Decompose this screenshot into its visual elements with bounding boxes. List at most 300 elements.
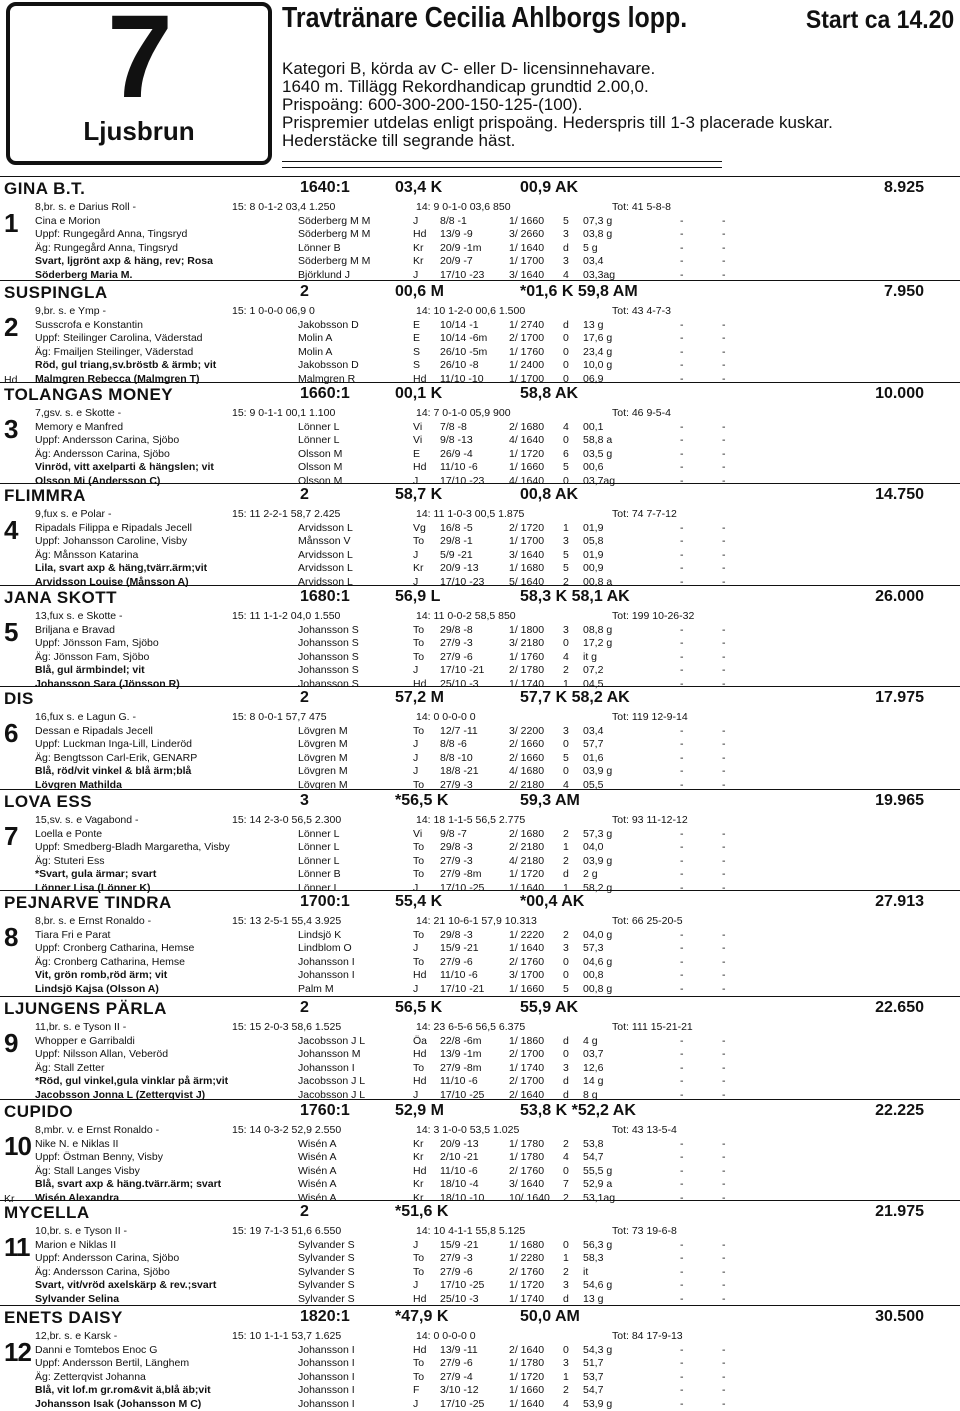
race-line-cell: - (680, 623, 684, 636)
race-line-cell: Lönner B (298, 241, 341, 254)
race-line-cell: 56,3 g (583, 1238, 613, 1251)
race-line-cell: 27/9 -8m (440, 868, 482, 880)
race-line-cell: - (722, 1061, 726, 1074)
race-line-cell: 2/ 1700 (509, 332, 545, 344)
race-line-cell: Wisén A (298, 1151, 337, 1163)
race-line-cell: 2/10 -21 (440, 1151, 479, 1163)
race-line-cell: Lindblom O (298, 942, 352, 954)
horse-header (0, 585, 960, 610)
race-line-cell: 0 (563, 1343, 569, 1356)
race-line-cell: 04,5 (583, 677, 604, 690)
race-line-cell: 55,5 g (583, 1164, 613, 1177)
race-line (0, 1371, 960, 1385)
race-line-cell: 2 (563, 827, 569, 840)
race-line-cell: - (680, 664, 684, 676)
record-distance: 1700:1 (300, 893, 350, 910)
race-line-cell: 1/ 1740 (509, 1061, 545, 1074)
race-line-cell: Uppf: Östman Benny, Visby (35, 1151, 164, 1163)
race-line-cell: 51,7 (583, 1357, 604, 1369)
stats-2014: 14: 3 1-0-0 53,5 1.025 (416, 1124, 520, 1136)
race-line-cell: Johansson I (298, 1397, 355, 1410)
race-line (0, 637, 960, 651)
race-line-cell: 8/8 -6 (440, 738, 467, 750)
race-line (0, 1357, 960, 1371)
race-line-cell: 2/ 1680 (509, 827, 545, 840)
race-line-cell: *Röd, gul vinkel,gula vinklar på ärm;vit (35, 1075, 229, 1087)
race-line-cell: - (680, 1088, 684, 1101)
race-line-cell: Arvidsson L (298, 575, 353, 588)
race-line (0, 1062, 960, 1076)
equipment-note: Hd (4, 374, 18, 386)
race-line-cell: 11/10 -6 (440, 1075, 478, 1087)
race-line-cell: 8/8 -1 (440, 214, 467, 227)
race-line-cell: Lila, svart axp & häng,tvärr.ärm;vit (35, 562, 208, 574)
race-line-cell: Blå, svart axp & häng.tvärr.ärm; svart (35, 1178, 222, 1190)
race-line-cell: - (722, 575, 726, 588)
stats-row (0, 1124, 960, 1138)
race-line-cell: 14 g (583, 1075, 604, 1087)
race-line-cell: 27/9 -8m (440, 1061, 482, 1074)
stats-total: Tot: 84 17-9-13 (612, 1330, 683, 1342)
race-line (0, 1293, 960, 1307)
race-line-cell: Johansson Isak (Johansson M C) (35, 1397, 202, 1410)
race-line-cell: 1 (563, 1370, 569, 1383)
race-line-cell: Kr (413, 1178, 424, 1190)
race-line-cell: - (680, 1252, 684, 1264)
race-line-cell: 1/ 1640 (509, 881, 545, 894)
race-line-cell: Jacobsson J L (298, 1034, 366, 1047)
race-line-cell: - (722, 1088, 726, 1101)
race-line-cell: 0 (563, 1238, 569, 1251)
race-line-cell: 5/9 -21 (440, 548, 473, 561)
race-line-cell: J (413, 268, 419, 281)
race-line-cell: - (680, 724, 684, 737)
race-line-cell: - (722, 318, 726, 331)
stats-2014: 14: 0 0-0-0 0 (416, 711, 476, 723)
race-line-cell: 0 (563, 1164, 569, 1177)
race-line (0, 319, 960, 333)
race-line-cell: Äg: Stall Langes Visby (35, 1164, 140, 1177)
race-line-cell: Olsson Mi (Andersson C) (35, 474, 161, 487)
race-line-cell: - (680, 372, 684, 385)
race-line-cell: 6 (563, 447, 569, 460)
race-line-cell: Molin A (298, 332, 333, 344)
race-line-cell: To (413, 854, 425, 867)
race-line-cell: To (413, 637, 425, 649)
stats-row (0, 508, 960, 522)
race-line-cell: - (680, 1357, 684, 1369)
race-line-cell: 1/ 1780 (509, 1357, 545, 1369)
race-line-cell: J (413, 1238, 419, 1251)
stats-2015: 15: 8 0-1-2 03,4 1.250 (232, 201, 336, 213)
race-line-cell: - (722, 1137, 726, 1150)
stats-2015: 15: 11 2-2-1 58,7 2.425 (232, 508, 341, 520)
race-line-cell: - (722, 1164, 726, 1177)
record-auto: 00,9 AK (520, 179, 579, 196)
race-line-cell: - (680, 268, 684, 281)
horse-name: TOLANGAS MONEY (4, 385, 174, 404)
race-line-cell: 1/ 1640 (509, 241, 545, 254)
race-line-cell: 5 (563, 562, 569, 574)
race-line (0, 983, 960, 997)
race-conditions (282, 60, 833, 150)
race-line-cell: 13/9 -1m (440, 1048, 482, 1060)
race-line-cell: 7 (563, 1178, 569, 1190)
stats-2015: 15: 1 0-0-0 06,9 0 (232, 305, 315, 317)
horse-header (0, 1099, 960, 1124)
race-line-cell: Jakobsson D (298, 318, 359, 331)
race-line-cell: 2 (563, 1265, 569, 1278)
race-line-cell: Äg: Stall Zetter (35, 1061, 105, 1074)
race-line-cell: Svart, vit/vröd axelskärp & rev.;svart (35, 1279, 217, 1291)
race-line-cell: - (680, 765, 684, 777)
race-line-cell: Memory e Manfred (35, 420, 124, 433)
race-line-cell: Sylvander S (298, 1238, 355, 1251)
race-line-cell: - (680, 345, 684, 358)
stats-row (0, 1021, 960, 1035)
record-auto: 57,7 K 58,2 AK (520, 689, 630, 706)
horse-name: GINA B.T. (4, 179, 86, 198)
race-line-cell: - (722, 1151, 726, 1163)
race-line-cell: 54,3 g (583, 1343, 613, 1356)
race-line-cell: 03,4 (583, 724, 604, 737)
race-line-cell: 03,7 (583, 1048, 604, 1060)
race-line-cell: 15/9 -21 (440, 942, 479, 954)
race-line-cell: 11/10 -10 (440, 372, 484, 385)
race-line (0, 624, 960, 638)
race-line-cell: - (722, 255, 726, 267)
race-line-cell: Kr (413, 241, 424, 254)
race-line-cell: 12/7 -11 (440, 724, 478, 737)
race-line-cell: 0 (563, 474, 569, 487)
record-distance: 3 (300, 792, 309, 809)
race-line-cell: 3/ 1640 (509, 548, 545, 561)
race-line-cell: Vit, grön romb,röd ärm; vit (35, 969, 168, 981)
race-line-cell: Sylvander S (298, 1279, 355, 1291)
race-line-cell: 17/10 -23 (440, 474, 485, 487)
race-line-cell: 10/14 -6m (440, 332, 488, 344)
race-line-cell: 03,9 g (583, 854, 613, 867)
race-line-cell: 1/ 1720 (509, 447, 545, 460)
race-line-cell: 03,8 g (583, 228, 613, 240)
horse-name: PEJNARVE TINDRA (4, 893, 172, 912)
race-line-cell: 4 (563, 268, 569, 281)
race-line (0, 1035, 960, 1049)
race-line-cell: Molin A (298, 345, 333, 358)
race-line-cell: 3 (563, 1279, 569, 1291)
stats-total: Tot: 43 13-5-4 (612, 1124, 677, 1136)
post-number: 4 (4, 515, 19, 545)
horse-earnings: 10.000 (875, 385, 924, 402)
race-line-cell: 0 (563, 332, 569, 344)
race-line-cell: Johansson I (298, 955, 355, 968)
stats-2015: 15: 14 2-3-0 56,5 2.300 (232, 814, 342, 826)
horse-entry (0, 1099, 960, 1205)
race-line-cell: Äg: Andersson Carina, Sjöbo (35, 1265, 170, 1278)
race-line-cell: 2/ 1640 (509, 1088, 545, 1101)
race-line-cell: - (722, 1370, 726, 1383)
start-time: Start ca 14.20 (805, 6, 954, 34)
horse-name: JANA SKOTT (4, 588, 117, 607)
stats-2015: 15: 9 0-1-1 00,1 1.100 (232, 407, 336, 419)
race-line-cell: - (722, 562, 726, 574)
pedigree: 8,mbr. v. e Ernst Ronaldo - (35, 1124, 160, 1136)
race-line-cell: 1/ 1760 (509, 345, 545, 358)
race-line-cell: 2/ 2180 (509, 841, 545, 853)
race-line-cell: - (722, 1191, 726, 1204)
horse-entry (0, 1200, 960, 1306)
record-time: 55,4 K (395, 893, 443, 910)
record-time: 56,5 K (395, 999, 443, 1016)
race-line-cell: d (563, 1292, 569, 1305)
record-time: *47,9 K (395, 1308, 449, 1325)
race-line-cell: Äg: Fmailjen Steilinger, Väderstad (35, 345, 194, 358)
race-line-cell: 10,0 g (583, 359, 613, 371)
race-line-cell: 11/10 -6 (440, 969, 478, 981)
race-line-cell: - (680, 228, 684, 240)
race-line-cell: 17/10 -23 (440, 268, 485, 281)
record-distance: 1680:1 (300, 588, 350, 605)
horse-header (0, 890, 960, 915)
race-line-cell: 0 (563, 1048, 569, 1060)
race-line-cell: Kr (413, 255, 424, 267)
race-line-cell: 20/9 -13 (440, 562, 479, 574)
race-line-cell: 2 (563, 575, 569, 588)
race-line-cell: Äg: Cronberg Catharina, Hemse (35, 955, 185, 968)
race-line-cell: Hd (413, 1164, 427, 1177)
race-line-cell: 57,3 g (583, 827, 613, 840)
race-line-cell: 01,9 (583, 521, 604, 534)
race-line-cell: - (722, 1075, 726, 1087)
race-line-cell: Söderberg M M (298, 228, 371, 240)
race-line-cell: Arvidsson L (298, 562, 353, 574)
race-line-cell: 5 g (583, 241, 598, 254)
stats-2015: 15: 10 1-1-1 53,7 1.625 (232, 1330, 342, 1342)
horse-header (0, 280, 960, 305)
race-line-cell: 17,6 g (583, 332, 613, 344)
race-line (0, 969, 960, 983)
race-line-cell: 17/10 -25 (440, 1279, 485, 1291)
race-line-cell: - (722, 650, 726, 663)
race-line-cell: - (680, 1279, 684, 1291)
race-line-cell: 2/ 1700 (509, 1075, 545, 1087)
race-line-cell: 5 (563, 214, 569, 227)
race-number: 7 (107, 0, 171, 123)
race-line-cell: - (680, 1034, 684, 1047)
race-line-cell: - (722, 535, 726, 547)
horse-earnings: 27.913 (875, 893, 924, 910)
race-line-cell: Sylvander S (298, 1292, 355, 1305)
race-line-cell: - (722, 1397, 726, 1410)
race-line-cell: 27/9 -3 (440, 778, 473, 791)
race-line-cell: Vg (413, 521, 426, 534)
race-line-cell: 01,9 (583, 548, 604, 561)
race-line-cell: 2/ 1720 (509, 521, 545, 534)
race-line-cell: 25/10 -3 (440, 1292, 479, 1305)
race-line-cell: 1/ 1740 (509, 1292, 545, 1305)
race-line-cell: Johansson I (298, 1357, 355, 1369)
race-line-cell: Uppf: Andersson Bertil, Länghem (35, 1357, 190, 1369)
race-line-cell: Blå, vit lof.m gr.rom&vit ä,blå äb;vit (35, 1384, 211, 1396)
race-line-cell: 26/9 -4 (440, 447, 473, 460)
race-line-cell: 1/ 1780 (509, 1151, 545, 1163)
race-line-cell: 10/14 -1 (440, 318, 479, 331)
horse-name: LJUNGENS PÄRLA (4, 999, 167, 1018)
race-line-cell: 03,9 g (583, 765, 613, 777)
race-line-cell: Äg: Jönsson Fam, Sjöbo (35, 650, 150, 663)
race-line-cell: 1/ 1740 (509, 677, 545, 690)
race-line-cell: - (722, 1279, 726, 1291)
race-line-cell: To (413, 868, 425, 880)
race-line-cell: 0 (563, 765, 569, 777)
pedigree: 16,fux s. e Lagun G. - (35, 711, 136, 723)
record-time: 58,7 K (395, 486, 443, 503)
race-line-cell: Jacobsson J L (298, 1088, 366, 1101)
post-number: 9 (4, 1028, 19, 1058)
race-line-cell: - (680, 868, 684, 880)
record-auto: *00,4 AK (520, 893, 585, 910)
race-line-cell: 17/10 -23 (440, 575, 485, 588)
race-line-cell: 20/9 -1m (440, 241, 482, 254)
race-line-cell: 4/ 1640 (509, 474, 545, 487)
race-line-cell: Hd (413, 1343, 427, 1356)
race-line-cell: - (722, 765, 726, 777)
race-line-cell: - (680, 738, 684, 750)
race-line-cell: 58,3 (583, 1252, 604, 1264)
race-line-cell: - (680, 1048, 684, 1060)
race-line-cell: - (722, 881, 726, 894)
race-line-cell: Äg: Månsson Katarina (35, 548, 139, 561)
race-line-cell: 2/ 1640 (509, 1343, 545, 1356)
race-line-cell: 1/ 1720 (509, 1279, 545, 1291)
race-line-cell: Jacobsson J L (298, 1075, 366, 1087)
race-line-cell: d (563, 868, 569, 880)
race-line-cell: To (413, 955, 425, 968)
race-line-cell: 1 (563, 881, 569, 894)
race-line (0, 942, 960, 956)
stats-total: Tot: 66 25-20-5 (612, 915, 683, 927)
race-line-cell: - (680, 841, 684, 853)
race-line-cell: 03,3ag (583, 268, 616, 281)
race-line-cell: Vi (413, 420, 423, 433)
race-line-cell: 2/ 1760 (509, 955, 545, 968)
race-line-cell: 58,2 g (583, 881, 613, 894)
race-line-cell: Palm M (298, 982, 334, 995)
race-line-cell: Uppf: Luckman Inga-Lill, Linderöd (35, 738, 193, 750)
race-line-cell: To (413, 1265, 425, 1278)
race-line-cell: 5 (563, 548, 569, 561)
race-line-cell: Marion e Niklas II (35, 1238, 117, 1251)
pedigree: 8,br. s. e Ernst Ronaldo - (35, 915, 152, 927)
stats-2014: 14: 10 4-1-1 55,8 5.125 (416, 1225, 526, 1237)
race-line-cell: 5 (563, 461, 569, 473)
race-line-cell: Dessan e Ripadals Jecell (35, 724, 153, 737)
race-line-cell: 53,7 (583, 1370, 604, 1383)
race-line-cell: Jakobsson D (298, 359, 359, 371)
race-line (0, 228, 960, 242)
race-line-cell: 3/ 1640 (509, 1178, 545, 1190)
race-line-cell: 8/8 -10 (440, 751, 473, 764)
race-line-cell: - (722, 677, 726, 690)
stats-row (0, 407, 960, 421)
race-line-cell: 2/ 2180 (509, 778, 545, 791)
race-line-cell: Lövgren M (298, 751, 348, 764)
race-line-cell: d (563, 318, 569, 331)
horse-name: SUSPINGLA (4, 283, 108, 302)
race-line-cell: 1 (563, 521, 569, 534)
race-line-cell: Kr (413, 1151, 424, 1163)
stats-row (0, 915, 960, 929)
race-line-cell: To (413, 1370, 425, 1383)
race-line-cell: Lövgren M (298, 738, 348, 750)
race-line-cell: - (680, 1151, 684, 1163)
race-line-cell: Johansson I (298, 1343, 355, 1356)
race-line-cell: Lövgren M (298, 765, 348, 777)
race-line-cell: Hd (413, 1292, 427, 1305)
race-line-cell: Lönner L (298, 841, 340, 853)
horse-entry (0, 483, 960, 589)
race-line-cell: - (680, 562, 684, 574)
race-line-cell: 2/ 1660 (509, 738, 545, 750)
race-line-cell: 1/ 1700 (509, 372, 545, 385)
race-line-cell: d (563, 1034, 569, 1047)
race-line-cell: - (722, 548, 726, 561)
record-time: 00,6 M (395, 283, 444, 300)
stats-total: Tot: 73 19-6-8 (612, 1225, 677, 1237)
pedigree: 8,br. s. e Darius Roll - (35, 201, 136, 213)
race-line (0, 1075, 960, 1089)
race-line-cell: 4 (563, 778, 569, 791)
race-line-cell: 26/10 -8 (440, 359, 479, 371)
race-line-cell: - (680, 359, 684, 371)
race-line-cell: 00,8 (583, 969, 604, 981)
horse-earnings: 22.225 (875, 1102, 924, 1119)
race-line-cell: 4 (563, 1151, 569, 1163)
race-line (0, 1266, 960, 1280)
race-line-cell: 9/8 -13 (440, 434, 473, 446)
horse-name: DIS (4, 689, 34, 708)
race-line-cell: J (413, 548, 419, 561)
race-line-cell: 04,0 g (583, 928, 613, 941)
stats-total: Tot: 119 12-9-14 (612, 711, 688, 723)
record-auto: 58,8 AK (520, 385, 579, 402)
stats-row (0, 711, 960, 725)
stats-2014: 14: 11 0-0-2 58,5 850 (416, 610, 516, 622)
race-line-cell: 27/9 -4 (440, 1370, 473, 1383)
race-line-cell: - (722, 1343, 726, 1356)
post-number: 11 (4, 1232, 30, 1262)
race-line-cell: Vi (413, 827, 423, 840)
race-line-cell: Lindsjö K (298, 928, 342, 941)
horse-earnings: 8.925 (883, 179, 924, 196)
record-time: 03,4 K (395, 179, 443, 196)
race-line-cell: 1/ 2400 (509, 359, 545, 371)
race-line-cell: 4 (563, 1397, 569, 1410)
horse-entry (0, 176, 960, 282)
stats-2014: 14: 23 6-5-6 56,5 6.375 (416, 1021, 526, 1033)
race-line-cell: Malmgren R (298, 372, 356, 385)
race-line-cell: 54,7 (583, 1151, 604, 1163)
horse-header (0, 996, 960, 1021)
race-line-cell: Johansson I (298, 969, 355, 981)
race-line-cell: - (680, 447, 684, 460)
race-line-cell: - (722, 521, 726, 534)
race-line-cell: 18/10 -10 (440, 1191, 485, 1204)
race-line-cell: J (413, 474, 419, 487)
race-line-cell: Uppf: Rungegård Anna, Tingsryd (35, 228, 188, 240)
race-line-cell: J (413, 1279, 419, 1291)
post-number: 6 (4, 718, 19, 748)
